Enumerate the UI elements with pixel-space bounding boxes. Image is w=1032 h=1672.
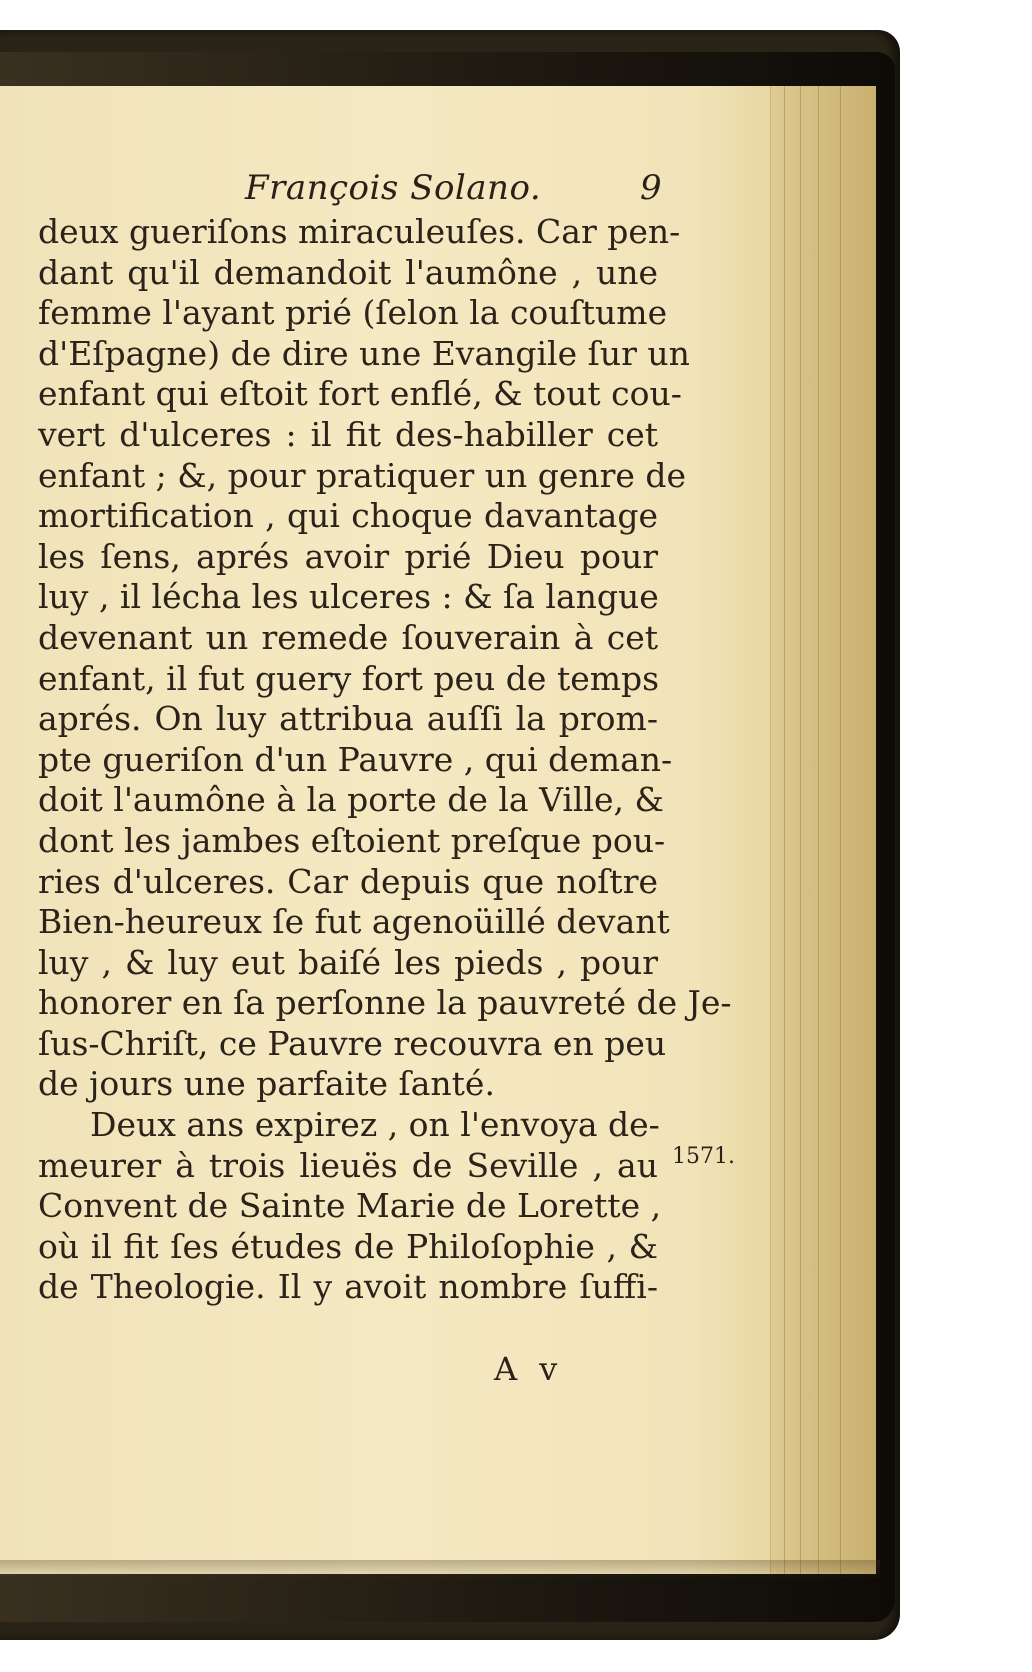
text-line: femme l'ayant prié (ſelon la couſtume [38,293,668,333]
text-line: luy , il lécha les ulceres : & ſa langue [38,577,659,617]
page-bottom-shadow [0,1560,880,1580]
page-edge-line [840,86,841,1574]
margin-note-year: 1571. [672,1144,735,1169]
signature-mark: A v [494,1350,564,1388]
text-line: enfant qui eſtoit fort enflé, & tout cou- [38,374,682,414]
page-edge-line [818,86,819,1574]
text-line: devenant un remede ſouverain à cet [38,617,658,657]
text-line: les ſens, aprés avoir prié Dieu pour [38,536,658,576]
text-line: meurer à trois lieuës de Seville , au [38,1145,658,1185]
text-line: vert d'ulceres : il fit des-habiller cet [38,414,658,454]
text-line: de jours une parfaite ſanté. [38,1064,495,1104]
page-edge-line [800,86,801,1574]
text-line: Bien-heureux ſe fut agenoüillé devant [38,902,670,942]
text-line: enfant, il fut guery fort peu de temps [38,658,660,698]
text-line: dont les jambes eſtoient preſque pou- [38,820,666,860]
text-line: d'Eſpagne) de dire une Evangile ſur un [38,333,690,373]
text-line: luy , & luy eut baiſé les pieds , pour [38,942,658,982]
text-line: deux gueriſons miraculeuſes. Car pen- [38,212,681,251]
text-line: doit l'aumône à la porte de la Ville, & [38,780,664,820]
running-title: François Solano. [245,168,542,208]
page-header [40,168,670,218]
text-line: honorer en ſa perſonne la pauvreté de Je- [38,983,732,1023]
page-number: 9 [640,168,662,208]
text-line: dant qu'il demandoit l'aumône , une [38,252,658,292]
text-line: mortification , qui choque davantage [38,496,658,536]
text-line: aprés. On luy attribua auſſi la prom- [38,699,658,739]
text-line: Convent de Sainte Marie de Lorette , [38,1186,662,1226]
text-line: ries d'ulceres. Car depuis que noſtre [38,861,658,901]
text-line: pte gueriſon d'un Pauvre , qui deman- [38,739,673,779]
page-edge-line [784,86,785,1574]
text-line: enfant ; &, pour pratiquer un genre de [38,455,687,495]
text-line: ſus-Chriſt, ce Pauvre recouvra en peu [38,1023,667,1063]
text-line: Deux ans expirez , on l'envoya de- [90,1105,660,1145]
text-line: où il fit ſes études de Philoſophie , & [38,1226,658,1266]
text-line: de Theologie. Il y avoit nombre ſuffi- [38,1267,658,1307]
